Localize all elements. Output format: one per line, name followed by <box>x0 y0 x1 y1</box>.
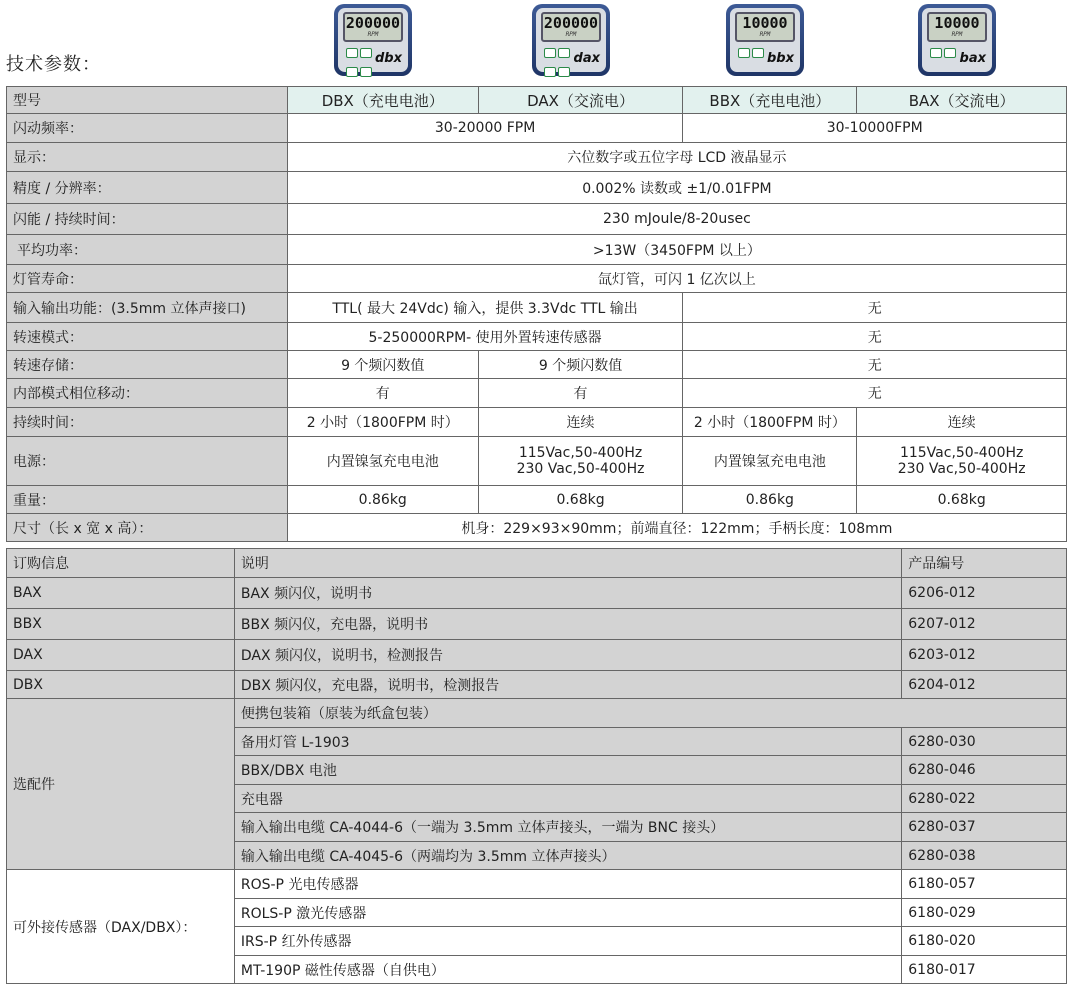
spec-value: 氙灯管，可闪 1 亿次以上 <box>287 265 1066 293</box>
order-header: 产品编号 <box>902 549 1067 578</box>
spec-label: 精度 / 分辨率： <box>7 172 288 204</box>
sensor-desc: ROS-P 光电传感器 <box>234 870 901 899</box>
spec-row-supply <box>7 437 1067 486</box>
spec-label: 平均功率： <box>7 235 288 265</box>
device-logo: dbx <box>375 51 402 66</box>
spec-table <box>6 86 1067 542</box>
accessory-code: 6280-030 <box>902 728 1067 756</box>
spec-value: 内置镍氢充电电池 <box>683 437 857 486</box>
accessory-group-label: 选配件 <box>7 699 235 870</box>
spec-value: 0.68kg <box>478 486 683 514</box>
spec-label: 型号 <box>7 87 288 114</box>
order-header-row <box>7 549 1067 578</box>
spec-value: 30-10000FPM <box>683 114 1067 143</box>
spec-value: 内置镍氢充电电池 <box>287 437 478 486</box>
spec-value: 0.68kg <box>857 486 1067 514</box>
spec-value: 有 <box>287 379 478 408</box>
order-code: 6204-012 <box>902 671 1067 699</box>
order-name: DBX <box>7 671 235 699</box>
spec-value: 2 小时（1800FPM 时） <box>683 408 857 437</box>
sensor-code: 6180-057 <box>902 870 1067 899</box>
device-logo: bbx <box>767 51 794 66</box>
spec-row-weight <box>7 486 1067 514</box>
spec-value: 连续 <box>857 408 1067 437</box>
spec-value: 连续 <box>478 408 683 437</box>
spec-value: 9 个频闪数值 <box>478 351 683 379</box>
spec-row-energy <box>7 204 1067 235</box>
spec-row-rpm-mode <box>7 323 1067 351</box>
accessory-desc: 备用灯管 L-1903 <box>234 728 901 756</box>
device-image-bax <box>918 4 996 76</box>
spec-label: 闪能 / 持续时间： <box>7 204 288 235</box>
device-image-dbx <box>334 4 412 76</box>
spec-value: >13W（3450FPM 以上） <box>287 235 1066 265</box>
accessory-desc: BBX/DBX 电池 <box>234 756 901 785</box>
accessory-desc: 输入输出电缆 CA-4044-6（一端为 3.5mm 立体声接头，一端为 BNC 接头） <box>234 813 901 842</box>
accessory-code: 6280-037 <box>902 813 1067 842</box>
order-desc: DBX 频闪仪，充电器，说明书，检测报告 <box>234 671 901 699</box>
spec-value: 230 mJoule/8-20usec <box>287 204 1066 235</box>
spec-row-power <box>7 235 1067 265</box>
spec-label: 内部模式相位移动： <box>7 379 288 408</box>
spec-value: 无 <box>683 323 1067 351</box>
order-desc: DAX 频闪仪，说明书，检测报告 <box>234 640 901 671</box>
spec-row-model <box>7 87 1067 114</box>
accessory-row <box>7 699 1067 728</box>
spec-row-rpm-store <box>7 351 1067 379</box>
spec-label: 灯管寿命： <box>7 265 288 293</box>
spec-label: 转速模式： <box>7 323 288 351</box>
accessory-desc: 充电器 <box>234 785 901 813</box>
device-images <box>0 4 1076 78</box>
sensor-desc: MT-190P 磁性传感器（自供电） <box>234 956 901 984</box>
model-bbx: BBX（充电电池） <box>683 87 857 114</box>
sensor-desc: IRS-P 红外传感器 <box>234 927 901 956</box>
spec-row-freq <box>7 114 1067 143</box>
spec-row-phase <box>7 379 1067 408</box>
spec-row-duration <box>7 408 1067 437</box>
spec-row-size <box>7 514 1067 542</box>
spec-row-io <box>7 293 1067 323</box>
spec-value: 115Vac,50-400Hz 230 Vac,50-400Hz <box>857 437 1067 486</box>
spec-row-accuracy <box>7 172 1067 204</box>
spec-label: 尺寸（长 x 宽 x 高）： <box>7 514 288 542</box>
order-header: 说明 <box>234 549 901 578</box>
order-code: 6206-012 <box>902 578 1067 609</box>
spec-label: 输入输出功能：(3.5mm 立体声接口) <box>7 293 288 323</box>
spec-value: 30-20000 FPM <box>287 114 683 143</box>
spec-value: 2 小时（1800FPM 时） <box>287 408 478 437</box>
spec-label: 重量： <box>7 486 288 514</box>
order-name: BBX <box>7 609 235 640</box>
order-code: 6203-012 <box>902 640 1067 671</box>
order-name: DAX <box>7 640 235 671</box>
sensor-group-label: 可外接传感器（DAX/DBX）： <box>7 870 235 984</box>
spec-label: 闪动频率： <box>7 114 288 143</box>
spec-value: 0.86kg <box>683 486 857 514</box>
order-table <box>6 548 1067 984</box>
device-lcd: 10000 RPM <box>927 12 987 42</box>
spec-row-display <box>7 143 1067 172</box>
order-row <box>7 578 1067 609</box>
accessory-desc: 输入输出电缆 CA-4045-6（两端均为 3.5mm 立体声接头） <box>234 842 901 870</box>
model-dbx: DBX（充电电池） <box>287 87 478 114</box>
model-bax: BAX（交流电） <box>857 87 1067 114</box>
spec-value: 0.002% 读数或 ±1/0.01FPM <box>287 172 1066 204</box>
sensor-code: 6180-017 <box>902 956 1067 984</box>
spec-row-life <box>7 265 1067 293</box>
device-logo: bax <box>959 51 986 66</box>
order-header: 订购信息 <box>7 549 235 578</box>
spec-label: 显示： <box>7 143 288 172</box>
spec-label: 持续时间： <box>7 408 288 437</box>
accessory-code: 6280-038 <box>902 842 1067 870</box>
accessory-code: 6280-022 <box>902 785 1067 813</box>
sensor-row <box>7 870 1067 899</box>
order-row <box>7 609 1067 640</box>
sensor-code: 6180-029 <box>902 899 1067 927</box>
spec-value: 5-250000RPM- 使用外置转速传感器 <box>287 323 683 351</box>
sensor-desc: ROLS-P 激光传感器 <box>234 899 901 927</box>
device-lcd: 10000 RPM <box>735 12 795 42</box>
device-logo: dax <box>573 51 600 66</box>
order-row <box>7 671 1067 699</box>
order-desc: BAX 频闪仪，说明书 <box>234 578 901 609</box>
spec-value: 115Vac,50-400Hz 230 Vac,50-400Hz <box>478 437 683 486</box>
device-lcd: 200000 RPM <box>343 12 403 42</box>
spec-label: 电源： <box>7 437 288 486</box>
spec-value: 9 个频闪数值 <box>287 351 478 379</box>
sensor-code: 6180-020 <box>902 927 1067 956</box>
device-image-dax <box>532 4 610 76</box>
accessory-code: 6280-046 <box>902 756 1067 785</box>
spec-value: 0.86kg <box>287 486 478 514</box>
spec-value: TTL( 最大 24Vdc) 输入，提供 3.3Vdc TTL 输出 <box>287 293 683 323</box>
model-dax: DAX（交流电） <box>478 87 683 114</box>
spec-value: 无 <box>683 293 1067 323</box>
spec-label: 转速存储： <box>7 351 288 379</box>
spec-value: 有 <box>478 379 683 408</box>
spec-value: 机身：229×93×90mm；前端直径：122mm；手柄长度：108mm <box>287 514 1066 542</box>
spec-value: 六位数字或五位字母 LCD 液晶显示 <box>287 143 1066 172</box>
device-image-bbx <box>726 4 804 76</box>
device-lcd: 200000 RPM <box>541 12 601 42</box>
order-code: 6207-012 <box>902 609 1067 640</box>
page-heading: 技术参数： <box>6 54 101 75</box>
order-name: BAX <box>7 578 235 609</box>
spec-value: 无 <box>683 351 1067 379</box>
order-desc: BBX 频闪仪，充电器，说明书 <box>234 609 901 640</box>
spec-value: 无 <box>683 379 1067 408</box>
order-row <box>7 640 1067 671</box>
accessory-desc: 便携包装箱（原装为纸盒包装） <box>234 699 1066 728</box>
